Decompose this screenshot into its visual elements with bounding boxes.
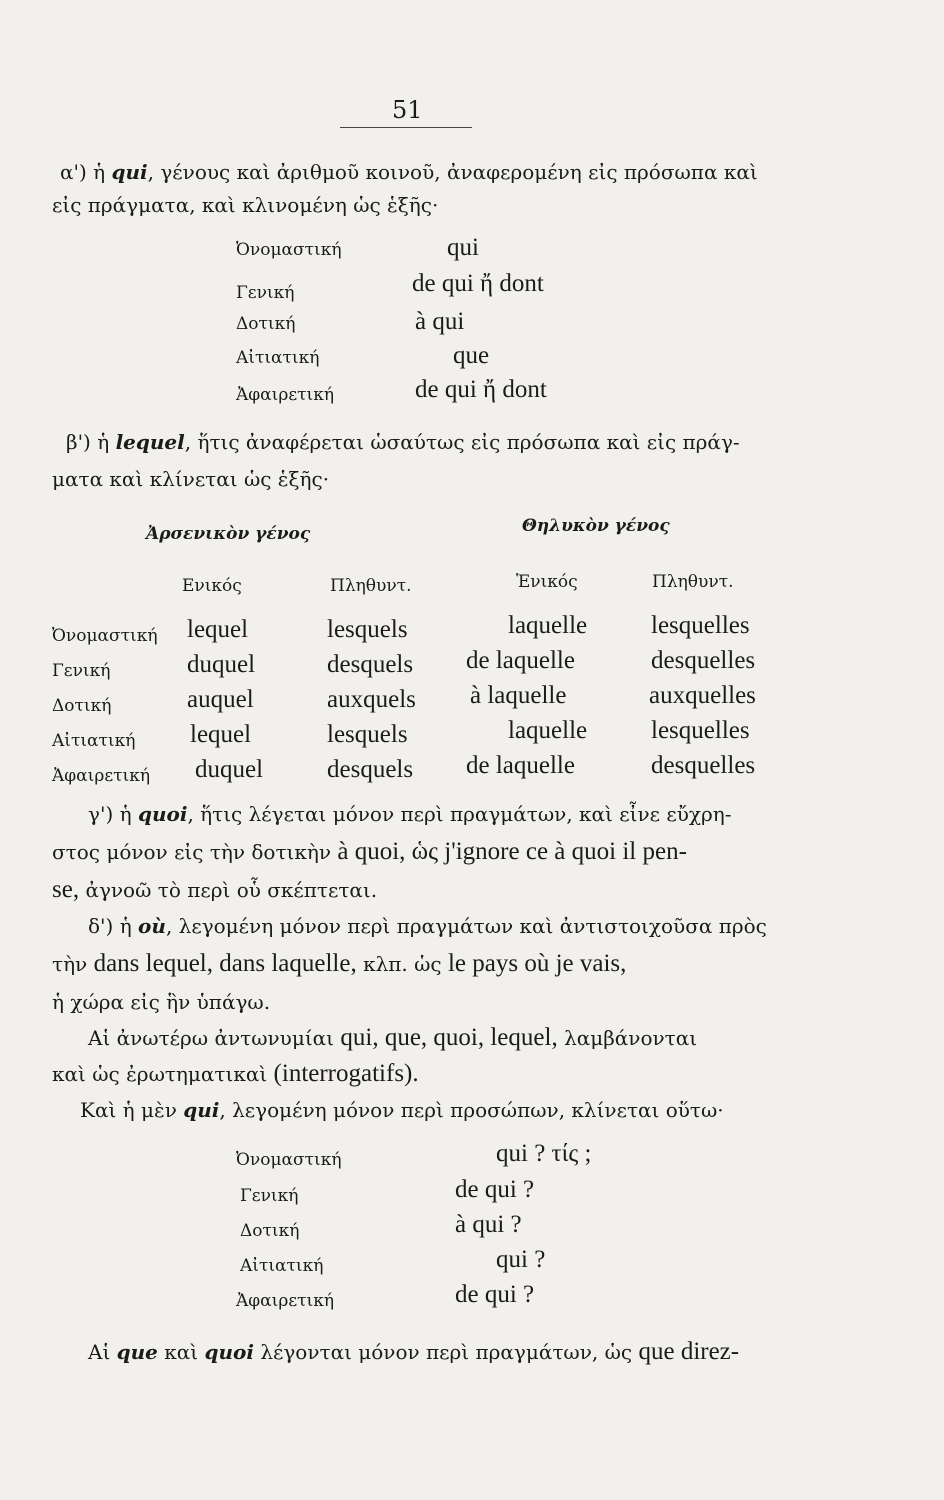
section-c-line3-gr: ἀγνοῶ τὸ περὶ οὗ σκέπτεται. bbox=[85, 878, 378, 902]
qui-intro-rest: , λεγομένη μόνον περὶ προσώπων, κλίνεται οὕτω· bbox=[219, 1098, 724, 1122]
interrog-line1-gr-a: Αἱ ἀνωτέρω ἀντωνυμίαι bbox=[88, 1026, 335, 1050]
case-label: Αἰτιατική bbox=[240, 1256, 324, 1276]
qui-intro bbox=[80, 1098, 724, 1122]
fem-pl: auxquelles bbox=[649, 682, 756, 709]
form-value: à qui ? bbox=[455, 1211, 522, 1238]
header-rule bbox=[340, 127, 472, 128]
case-label: Δοτική bbox=[236, 314, 296, 334]
final-prefix: Αἱ bbox=[88, 1340, 111, 1364]
final-fr: que direz- bbox=[638, 1338, 740, 1365]
case-label: Δοτική bbox=[52, 696, 112, 716]
section-c-line3 bbox=[52, 876, 377, 904]
section-d-line3: ἡ χώρα εἰς ἣν ὑπάγω. bbox=[52, 990, 271, 1014]
section-b-mark: β') bbox=[66, 430, 91, 454]
form-value: de qui ? bbox=[455, 1176, 535, 1203]
form-value: qui ? bbox=[496, 1246, 546, 1273]
section-d-line2-gr-b: κλπ. ὡς bbox=[363, 952, 442, 976]
section-a-keyword: qui bbox=[111, 160, 148, 184]
section-a-intro-rest: , γένους καὶ ἀριθμοῦ κοινοῦ, ἀναφερομένη εἰς πρόσωπα καὶ bbox=[147, 160, 758, 184]
case-label: Αἰτιατική bbox=[236, 348, 320, 368]
section-d-line1 bbox=[88, 914, 767, 938]
section-c-article: ἡ bbox=[119, 802, 132, 826]
interrog-line1 bbox=[88, 1024, 697, 1052]
form-value: qui bbox=[447, 234, 479, 261]
masc-pl: lesquels bbox=[327, 721, 408, 748]
final-gr: λέγονται μόνον περὶ πραγμάτων, ὡς bbox=[260, 1340, 633, 1364]
col-header-masc-pl: Πληθυντ. bbox=[330, 576, 412, 596]
section-b-article: ἡ bbox=[97, 430, 110, 454]
section-c-line1 bbox=[88, 802, 731, 826]
col-header-masc-sg: Ενικός bbox=[182, 576, 242, 596]
section-d-line2-gr-a: τὴν bbox=[52, 952, 88, 976]
section-b-intro-rest: , ἥτις ἀναφέρεται ὡσαύτως εἰς πρόσωπα καὶ εἰς πράγ- bbox=[184, 430, 740, 454]
fem-pl: lesquelles bbox=[651, 717, 750, 744]
section-b-intro bbox=[66, 430, 740, 454]
case-label: Ἀφαιρετική bbox=[52, 766, 151, 786]
masc-sg: auquel bbox=[187, 686, 254, 713]
interrog-line2 bbox=[52, 1060, 419, 1088]
case-label: Αἰτιατική bbox=[52, 731, 136, 751]
form-value: de qui ἤ dont bbox=[412, 270, 544, 297]
masc-pl: desquels bbox=[327, 651, 414, 678]
interrog-line1-fr: qui, que, quoi, lequel, bbox=[340, 1024, 558, 1051]
case-label: Ἀφαιρετική bbox=[236, 385, 335, 405]
case-label: Γενική bbox=[236, 283, 295, 303]
case-label: Ὀνομαστική bbox=[236, 240, 342, 260]
interrog-line2-gr: καὶ ὡς ἐρωτηματικαὶ bbox=[52, 1062, 268, 1086]
section-d-mark: δ') bbox=[88, 914, 114, 938]
masculine-header: Ἀρσενικὸν γένος bbox=[146, 524, 311, 544]
col-header-fem-sg: Ἑνικός bbox=[516, 572, 578, 592]
interrog-line2-fr: (interrogatifs). bbox=[273, 1060, 419, 1087]
section-a-intro-line2: εἰς πράγματα, καὶ κλινομένη ὡς ἑξῆς· bbox=[52, 193, 439, 217]
section-c-line2-gr: στος μόνον εἰς τὴν δοτικὴν bbox=[52, 840, 332, 864]
section-d-keyword: où bbox=[138, 914, 166, 938]
form-value: de qui ἤ dont bbox=[415, 376, 547, 403]
section-c-line2-fr: à quoi, ὡς j'ignore ce à quoi il pen- bbox=[337, 838, 687, 865]
section-d-line2 bbox=[52, 950, 626, 978]
masc-sg: lequel bbox=[190, 721, 252, 748]
case-label: Δοτική bbox=[240, 1221, 300, 1241]
form-value: de qui ? bbox=[455, 1281, 535, 1308]
fem-sg: laquelle bbox=[508, 717, 588, 744]
fem-sg: à laquelle bbox=[470, 682, 567, 709]
form-value: que bbox=[453, 342, 490, 369]
form-value: qui ? τίς ; bbox=[496, 1140, 592, 1167]
section-c-mark: γ') bbox=[88, 802, 114, 826]
page-number: 51 bbox=[392, 96, 423, 124]
masc-pl: lesquels bbox=[327, 616, 408, 643]
col-header-fem-pl: Πληθυντ. bbox=[652, 572, 734, 592]
fem-pl: lesquelles bbox=[651, 612, 750, 639]
case-label: Γενική bbox=[52, 661, 111, 681]
section-a-mark: α') bbox=[60, 160, 87, 184]
section-d-line2-fr-a: dans lequel, dans laquelle, bbox=[93, 950, 357, 977]
section-d-article: ἡ bbox=[119, 914, 132, 938]
fem-pl: desquelles bbox=[651, 647, 756, 674]
interrog-line1-gr-b: λαμβάνονται bbox=[564, 1026, 698, 1050]
final-kw2: quoi bbox=[204, 1340, 254, 1364]
masc-sg: duquel bbox=[195, 756, 264, 783]
section-a-article: ἡ bbox=[93, 160, 106, 184]
qui-intro-prefix: Καὶ ἡ μὲν bbox=[80, 1098, 177, 1122]
section-c-keyword: quoi bbox=[137, 802, 188, 826]
section-d-line1-rest: , λεγομένη μόνον περὶ πραγμάτων καὶ ἀντιστοιχοῦσα πρὸς bbox=[165, 914, 767, 938]
section-a-intro bbox=[60, 160, 758, 184]
final-line bbox=[88, 1338, 739, 1366]
masc-sg: lequel bbox=[187, 616, 249, 643]
fem-sg: de laquelle bbox=[466, 647, 575, 674]
section-c-line1-rest: , ἥτις λέγεται μόνον περὶ πραγμάτων, καὶ εἶνε εὔχρη- bbox=[187, 802, 732, 826]
form-value: à qui bbox=[415, 308, 465, 335]
section-c-line2 bbox=[52, 838, 687, 866]
section-d-line2-fr-b: le pays où je vais, bbox=[447, 950, 627, 977]
feminine-header: Θηλυκὸν γένος bbox=[522, 516, 670, 536]
masc-pl: desquels bbox=[327, 756, 414, 783]
fem-pl: desquelles bbox=[651, 752, 756, 779]
section-b-keyword: lequel bbox=[115, 430, 185, 454]
section-c-line3-fr: se, bbox=[52, 876, 80, 903]
case-label: Ἀφαιρετική bbox=[236, 1291, 335, 1311]
case-label: Ὀνομαστική bbox=[52, 626, 158, 646]
final-mid: καὶ bbox=[164, 1340, 199, 1364]
final-kw1: que bbox=[116, 1340, 158, 1364]
masc-sg: duquel bbox=[187, 651, 256, 678]
masc-pl: auxquels bbox=[327, 686, 416, 713]
qui-intro-keyword: qui bbox=[183, 1098, 220, 1122]
section-b-intro-line2: ματα καὶ κλίνεται ὡς ἑξῆς· bbox=[52, 467, 330, 491]
case-label: Ὀνομαστική bbox=[236, 1150, 342, 1170]
fem-sg: de laquelle bbox=[466, 752, 575, 779]
case-label: Γενική bbox=[240, 1186, 299, 1206]
fem-sg: laquelle bbox=[508, 612, 588, 639]
